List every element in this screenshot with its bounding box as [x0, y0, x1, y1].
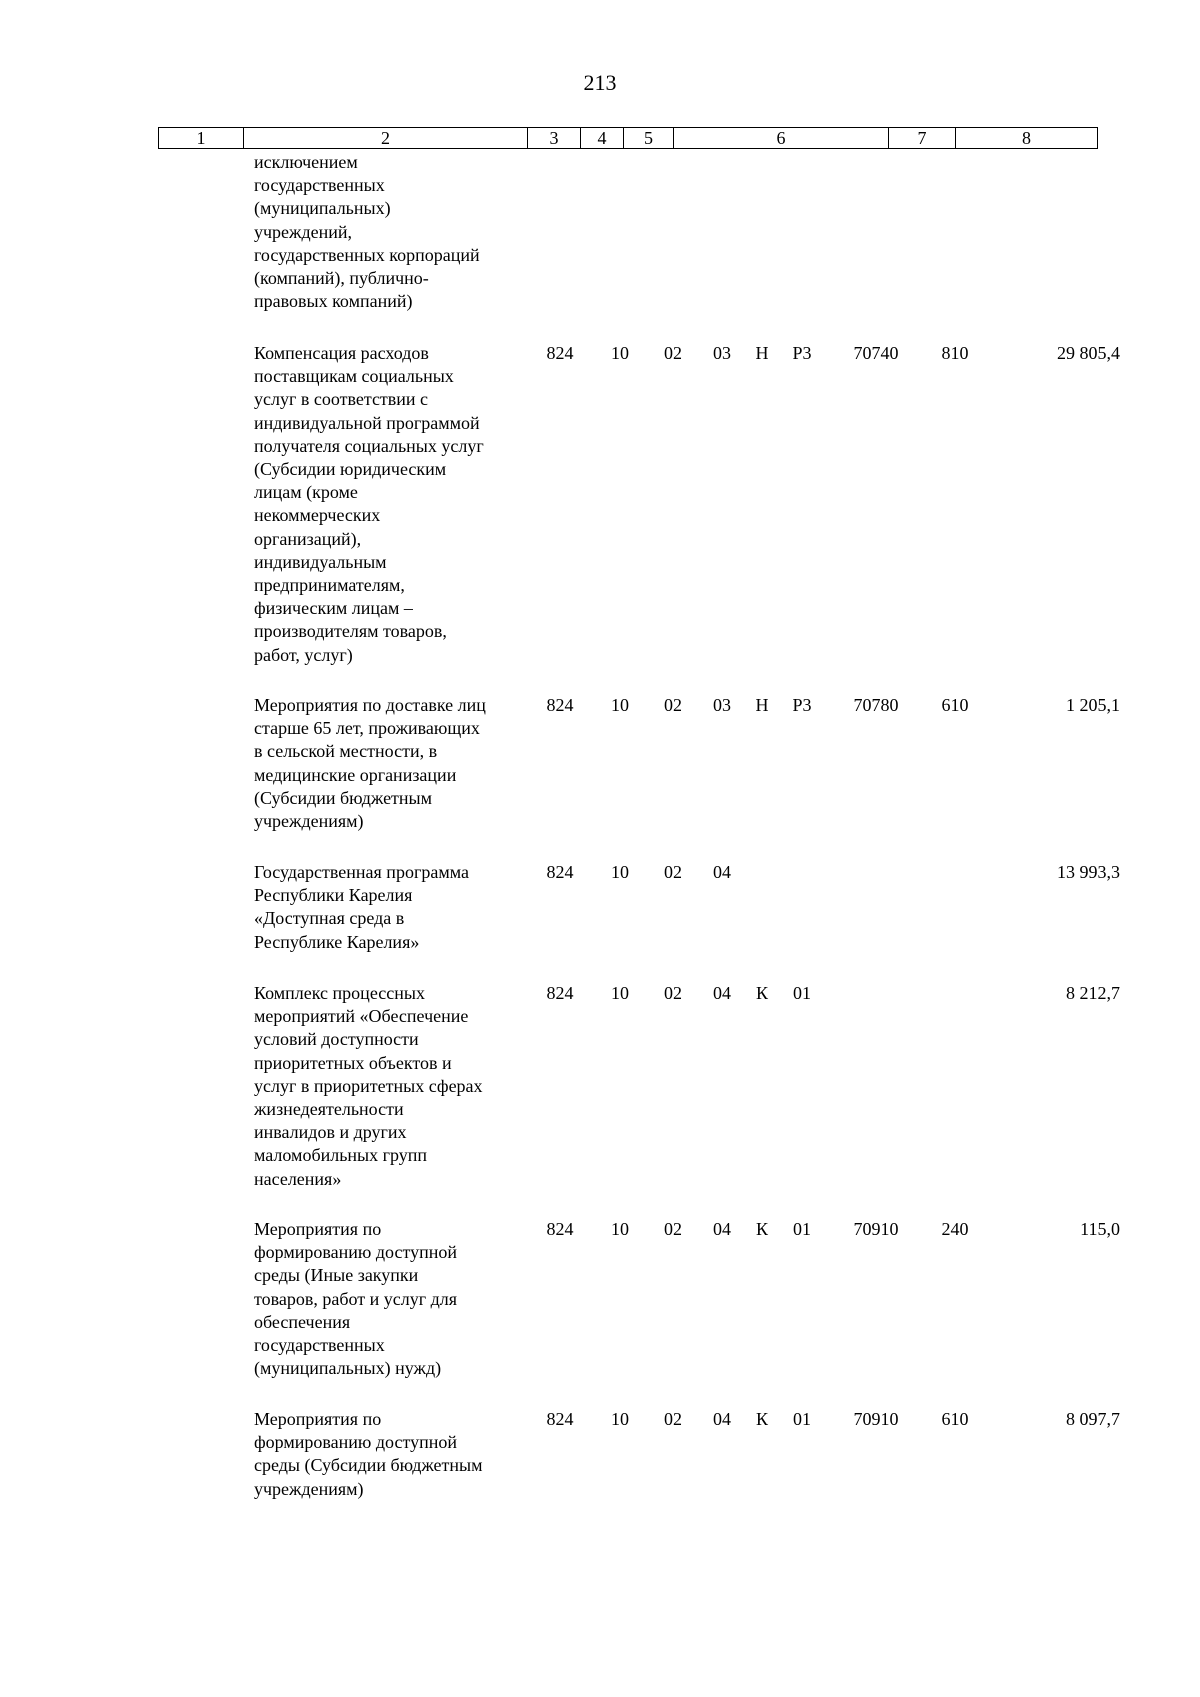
section-code: 10	[611, 1219, 629, 1239]
row-description	[254, 861, 524, 954]
description-line: индивидуальным	[254, 551, 387, 572]
description-line: государственных	[254, 175, 385, 196]
description-line: Республики Карелия	[254, 885, 413, 906]
description-line: (Субсидии юридическим	[254, 459, 447, 480]
description-line: организаций),	[254, 528, 362, 549]
description-line: Компенсация расходов	[254, 343, 429, 363]
description-line: Республике Карелия»	[254, 931, 420, 952]
column-header-8: 8	[956, 128, 1098, 149]
subprogram-letter: Н	[755, 695, 769, 715]
section-code: 10	[611, 983, 629, 1003]
subsection-code: 02	[664, 1409, 682, 1429]
section-code: 10	[611, 343, 629, 363]
expense-type-code: 610	[941, 1409, 969, 1429]
description-line: (Субсидии бюджетным	[254, 787, 433, 808]
ministry-code: 824	[546, 695, 574, 715]
direction-code: 70740	[853, 343, 899, 363]
direction-code: 70780	[853, 695, 899, 715]
description-line: Комплекс процессных	[254, 983, 425, 1003]
description-line: индивидуальной программой	[254, 412, 480, 433]
description-line: Мероприятия по	[254, 1409, 382, 1429]
description-line: Мероприятия по	[254, 1219, 382, 1239]
row-description	[254, 982, 524, 1191]
section-code: 10	[611, 1409, 629, 1429]
row-description	[254, 1218, 524, 1380]
program-code: 04	[713, 862, 731, 882]
activity-code: Р3	[792, 695, 812, 715]
activity-code: 01	[793, 1219, 811, 1239]
description-line: учреждений,	[254, 221, 353, 242]
description-line: исключением	[254, 152, 358, 172]
description-line: физическим лицам –	[254, 598, 413, 619]
description-line: (муниципальных) нужд)	[254, 1358, 442, 1379]
activity-code: 01	[793, 1409, 811, 1429]
column-header-4: 4	[581, 128, 624, 149]
description-line: Государственная программа	[254, 862, 469, 882]
subprogram-letter: Н	[755, 343, 769, 363]
program-code: 03	[713, 343, 731, 363]
description-line: лицам (кроме	[254, 482, 358, 503]
subsection-code: 02	[664, 695, 682, 715]
direction-code: 70910	[853, 1219, 899, 1239]
column-header-5: 5	[624, 128, 674, 149]
description-line: учреждениям)	[254, 811, 364, 832]
activity-code: 01	[793, 983, 811, 1003]
description-line: государственных корпораций	[254, 244, 480, 265]
description-line: приоритетных объектов и	[254, 1052, 452, 1073]
subprogram-letter: К	[755, 1409, 768, 1429]
description-line: условий доступности	[254, 1029, 419, 1050]
description-line: формированию доступной	[254, 1242, 458, 1263]
column-header-row	[159, 128, 1098, 149]
expense-type-code: 240	[941, 1219, 969, 1239]
expense-type-code: 810	[941, 343, 969, 363]
amount: 1 205,1	[1066, 695, 1120, 715]
description-line: товаров, работ и услуг для	[254, 1288, 458, 1309]
description-line: государственных	[254, 1335, 385, 1356]
description-line: населения»	[254, 1168, 342, 1189]
amount: 115,0	[1080, 1219, 1120, 1239]
description-line: среды (Иные закупки	[254, 1265, 419, 1286]
amount: 8 212,7	[1066, 983, 1120, 1003]
description-line: услуг в приоритетных сферах	[254, 1075, 483, 1096]
description-line: услуг в соответствии с	[254, 389, 429, 410]
description-line: обеспечения	[254, 1311, 351, 1332]
column-header-2: 2	[244, 128, 528, 149]
page-number: 213	[583, 70, 617, 95]
amount: 8 097,7	[1066, 1409, 1120, 1429]
description-line: производителям товаров,	[254, 621, 447, 642]
description-line: поставщикам социальных	[254, 366, 454, 387]
description-line: формированию доступной	[254, 1432, 458, 1453]
description-line: старше 65 лет, проживающих	[254, 718, 480, 739]
column-header-7: 7	[889, 128, 956, 149]
program-code: 04	[713, 983, 731, 1003]
description-line: предпринимателям,	[254, 575, 405, 596]
subprogram-letter: К	[755, 1219, 768, 1239]
expense-type-code: 610	[941, 695, 969, 715]
program-code: 03	[713, 695, 731, 715]
activity-code: Р3	[792, 343, 812, 363]
description-line: некоммерческих	[254, 505, 381, 526]
direction-code: 70910	[853, 1409, 899, 1429]
description-line: (компаний), публично-	[254, 268, 429, 289]
column-header-1: 1	[159, 128, 244, 149]
column-header-3: 3	[528, 128, 581, 149]
description-line: (муниципальных)	[254, 198, 391, 219]
subsection-code: 02	[664, 862, 682, 882]
row-description	[254, 151, 524, 313]
row-description	[254, 1408, 524, 1501]
amount: 13 993,3	[1057, 862, 1120, 882]
description-line: маломобильных групп	[254, 1145, 428, 1166]
description-line: жизнедеятельности	[254, 1099, 404, 1120]
description-line: Мероприятия по доставке лиц	[254, 695, 486, 715]
program-code: 04	[713, 1219, 731, 1239]
description-line: в сельской местности, в	[254, 741, 438, 762]
description-line: получателя социальных услуг	[254, 435, 484, 456]
subprogram-letter: К	[755, 983, 768, 1003]
row-description	[254, 342, 524, 667]
column-header-6: 6	[674, 128, 889, 149]
section-code: 10	[611, 695, 629, 715]
description-line: «Доступная среда в	[254, 908, 405, 929]
description-line: правовых компаний)	[254, 291, 413, 312]
description-line: медицинские организации	[254, 764, 457, 785]
description-line: учреждениям)	[254, 1478, 364, 1499]
description-line: инвалидов и других	[254, 1122, 407, 1143]
row-description	[254, 694, 524, 833]
ministry-code: 824	[546, 1409, 574, 1429]
description-line: мероприятий «Обеспечение	[254, 1006, 469, 1027]
ministry-code: 824	[546, 983, 574, 1003]
subsection-code: 02	[664, 983, 682, 1003]
ministry-code: 824	[546, 1219, 574, 1239]
section-code: 10	[611, 862, 629, 882]
ministry-code: 824	[546, 862, 574, 882]
program-code: 04	[713, 1409, 731, 1429]
subsection-code: 02	[664, 1219, 682, 1239]
ministry-code: 824	[546, 343, 574, 363]
description-line: среды (Субсидии бюджетным	[254, 1455, 483, 1476]
subsection-code: 02	[664, 343, 682, 363]
amount: 29 805,4	[1057, 343, 1120, 363]
column-header-table	[158, 127, 1098, 149]
description-line: работ, услуг)	[254, 644, 353, 665]
